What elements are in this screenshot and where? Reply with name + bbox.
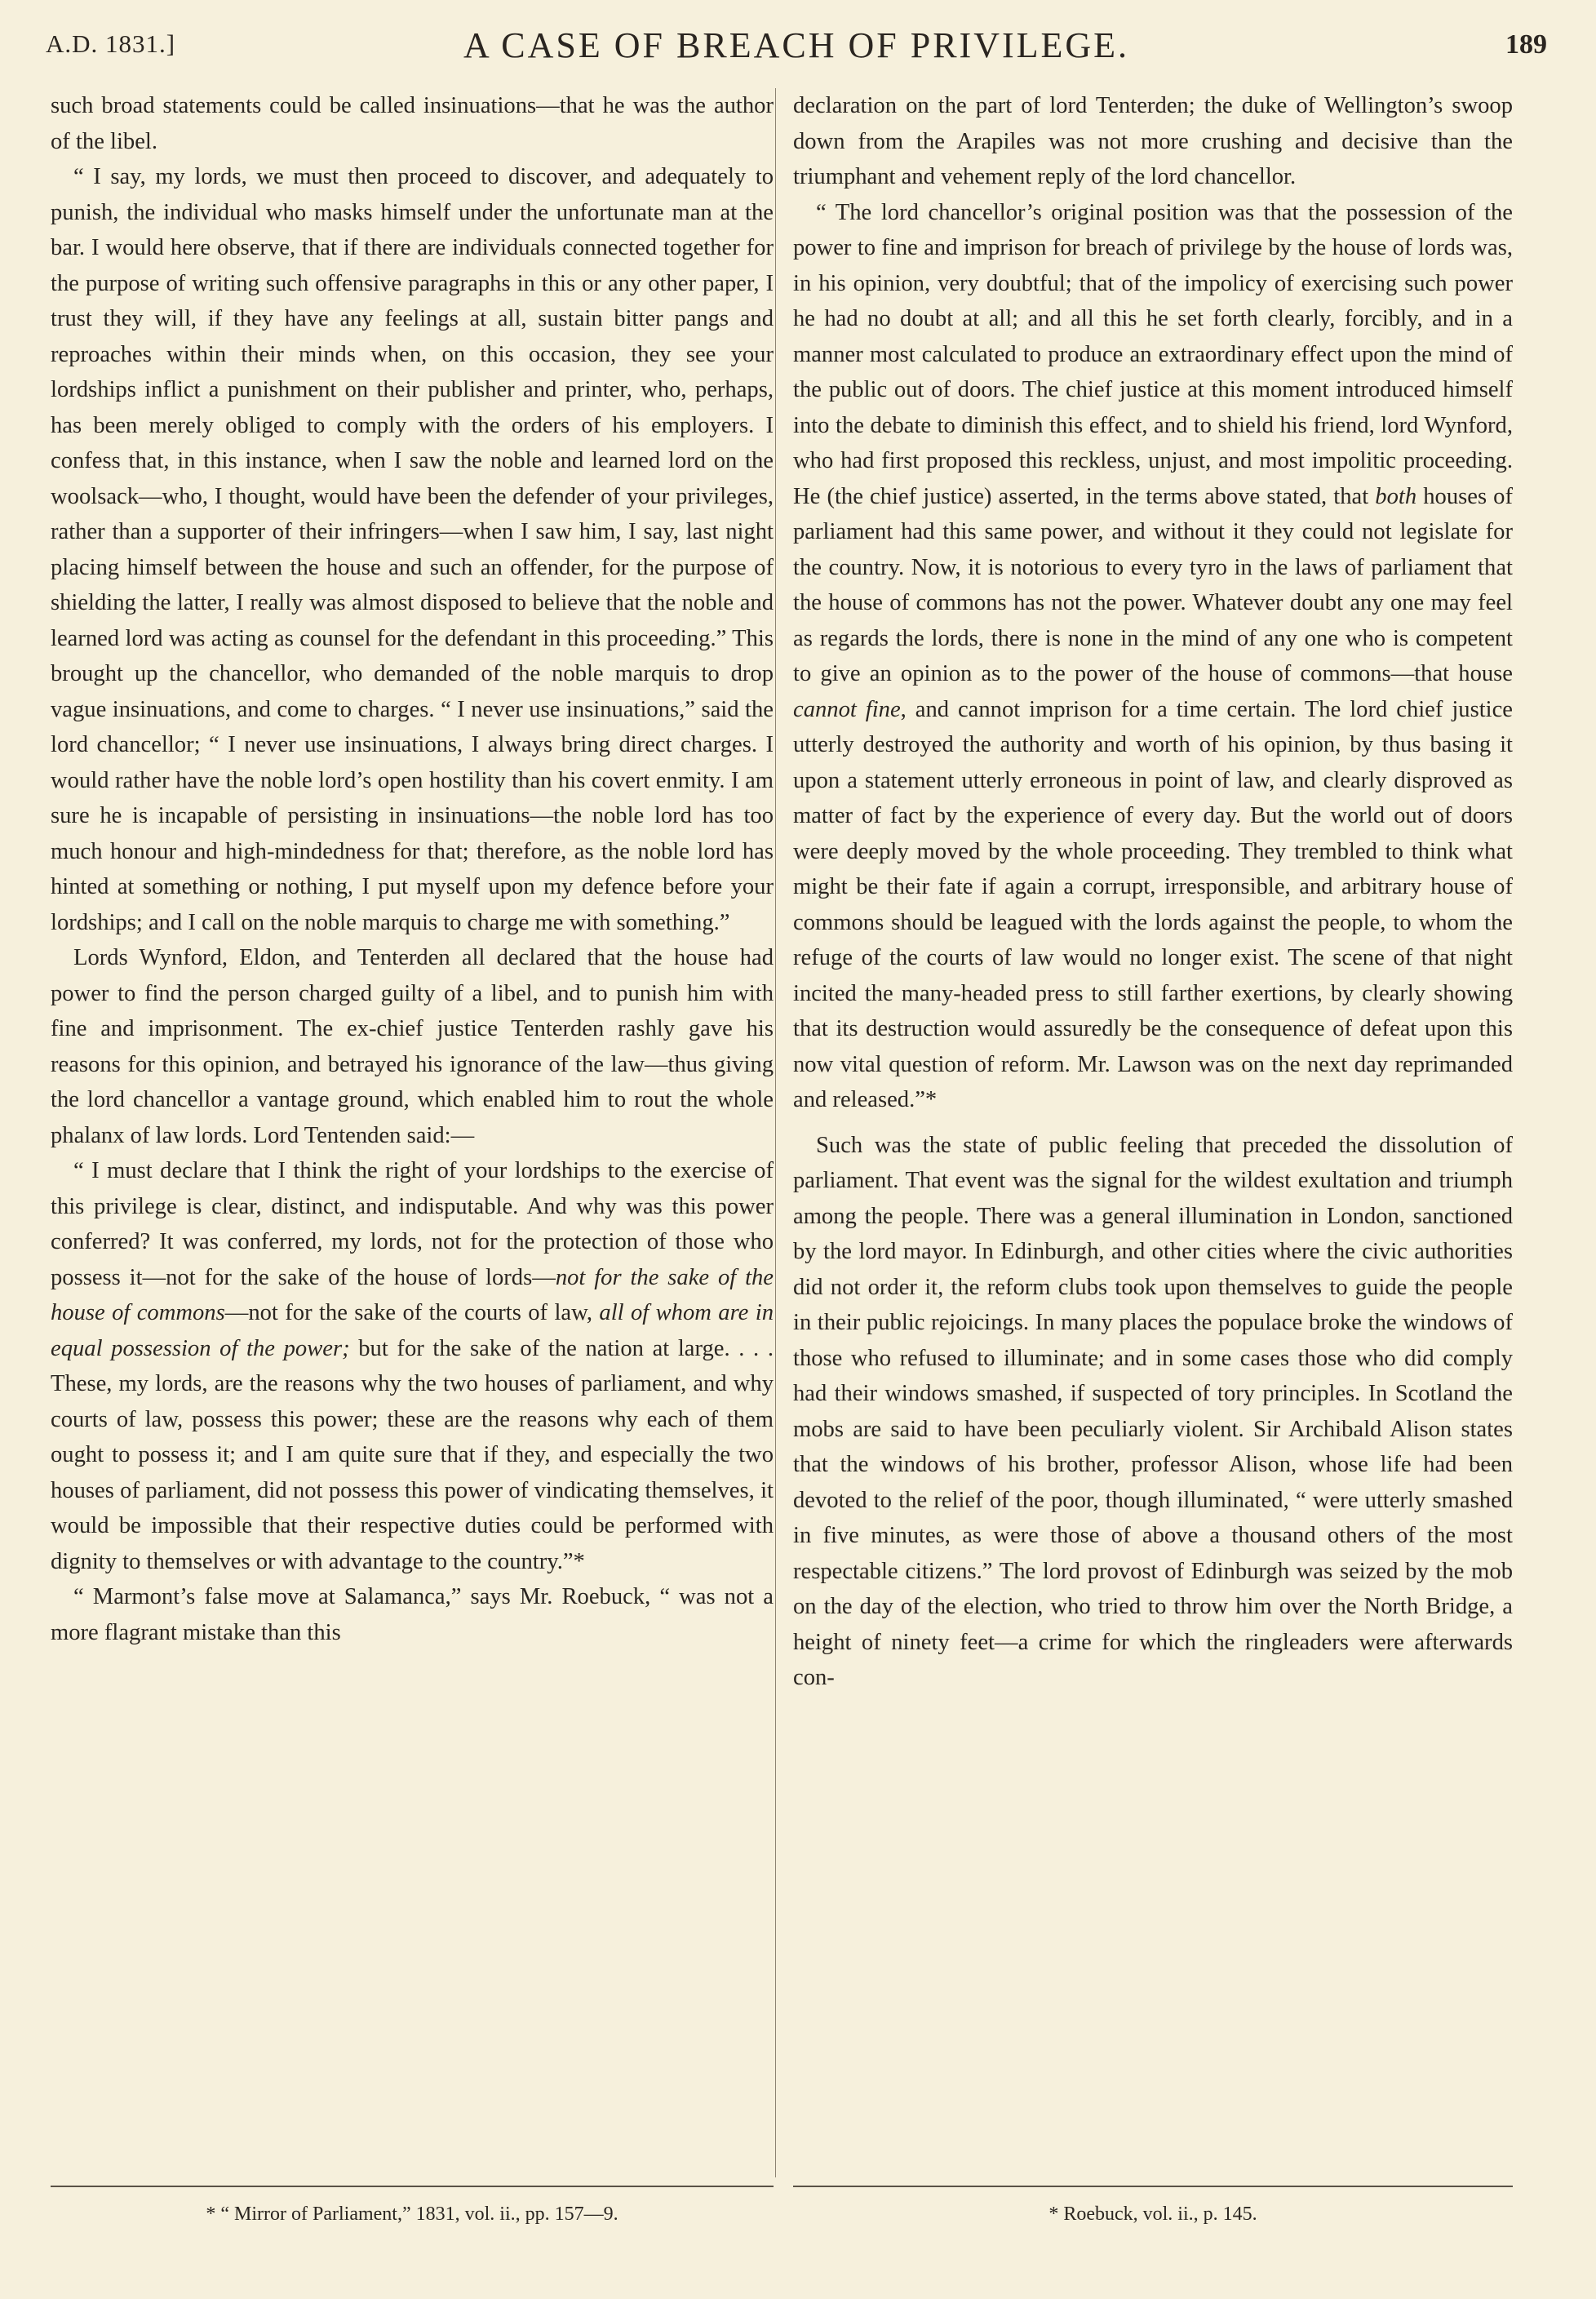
italic-text: not for the sake of the house of commons (51, 1264, 774, 1325)
paragraph: Such was the state of public feeling that preceded the dissolution of parliament. That event was the signal for the wildest exultation and triumph among the people. There was a general illumination in London, sanctioned by the lord mayor. In Edinburgh, and other cities where the civic authorities did not order it, the reform clubs took upon themselves to guide the people in their public rejoicings. In many places the populace broke the windows of those who refused to illuminate; and in some cases those who did comply had their windows smashed, if suspected of tory principles. In Scotland the mobs are said to have been peculiarly violent. Sir Archibald Alison states that the windows of his brother, professor Alison, whose life had been devoted to the relief of the poor, though illuminated, “ were utterly smashed in five minutes, as were those of above a thousand others of the most respectable citizens.” The lord provost of Edinburgh was seized by the mob on the day of the election, who tried to throw him over the North Bridge, a height of ninety feet—a crime for which the ringleaders were afterwards con- (793, 1132, 1513, 1690)
column-divider (775, 88, 776, 2177)
footnote-right: * Roebuck, vol. ii., p. 145. (1048, 2204, 1257, 2225)
paragraph-text: but for the sake of the nation at large. . . . These, my lords, are the reasons why the two houses of parliament, and why courts of law, possess this power; these are the reasons why each of them ought to possess it; and I am quite sure that if they, and especially the two houses of parliament, did not possess this power of vindicating themselves, it would be impossible that their respective duties could be performed with dignity to themselves or with advantage to the country.”* (51, 1335, 774, 1574)
paragraph: “ I say, my lords, we must then proceed to discover, and adequately to punish, the individual who masks himself under the unfortunate man at the bar. I would here observe, that if there are individuals connected together for the purpose of writing such offensive paragraphs in this or any other paper, I trust they will, if they have any feelings at all, sustain bitter pangs and reproaches within their minds when, on this occasion, they see your lordships inflict a punishment on their publisher and printer, who, perhaps, has been merely obliged to comply with the orders of his employers. I confess that, in this instance, when I saw the noble and learned lord on the woolsack—who, I thought, would have been the defender of your privileges, rather than a supporter of their infringers—when I saw him, I say, last night placing himself between the house and such an offender, for the purpose of shielding the latter, I really was almost disposed to believe that the noble and learned lord was acting as counsel for the defendant in this proceeding.” This brought up the chancellor, who demanded of the noble marquis to drop vague insinuations, and come to charges. “ I never use insinuations,” said the lord chancellor; “ I never use insinuations, I always bring direct charges. I would rather have the noble lord’s open hostility than his covert enmity. I am sure he is incapable of persisting in insinuations—the noble lord has too much honour and high-mindedness for that; therefore, as the noble lord has hinted at something or nothing, I put myself upon my defence before your lordships; and I call on the noble marquis to charge me with something.” (51, 164, 774, 935)
paragraph-text: , and cannot imprison for a time certain. The lord chief justice utterly destroyed the authority and worth of his opinion, by thus basing it upon a statement utterly erroneous in point of law, and clearly disproved as matter of fact by the experience of every day. But the world out of doors were deeply moved by the whole proceeding. They trembled to think what might be their fate if again a corrupt, irresponsible, and arbitrary house of commons should be leagued with the lords against the people, to whom the refuge of the courts of law would no longer exist. The scene of that night incited the many-headed press to still farther exertions, by clearly showing that its destruction would assuredly be the consequence of defeat upon this now vital question of reform. Mr. Lawson was on the next day reprimanded and released.”* (793, 696, 1513, 1112)
left-column (51, 88, 774, 1650)
paragraph-text: “ The lord chancellor’s original position was that the possession of the power to fine and imprison for breach of privilege by the house of lords was, in his opinion, very doubtful; that of the impolicy of exercising such power he had no doubt at all; and all this he set forth clearly, forcibly, and in a manner most calculated to produce an extraordinary effect upon the mind of the public out of doors. The chief justice at this moment introduced himself into the debate to diminish this effect, and to shield his friend, lord Wynford, who had first proposed this reckless, unjust, and most impolitic proceeding. He (the chief justice) asserted, in the terms above stated, that (793, 199, 1513, 509)
footnote-rule (51, 2186, 774, 2187)
paragraph: declaration on the part of lord Tenterden; the duke of Wellington’s swoop down from the Arapiles was not more crushing and decisive than the triumphant and vehement reply of the lord chancellor. (793, 93, 1513, 189)
italic-text: both (1375, 483, 1417, 509)
footnote-rule (793, 2186, 1513, 2187)
header-title: A CASE OF BREACH OF PRIVILEGE. (463, 25, 1130, 65)
footnote-left: * “ Mirror of Parliament,” 1831, vol. ii., pp. 157—9. (206, 2204, 618, 2225)
paragraph-text: —not for the sake of the courts of law, (224, 1300, 600, 1325)
paragraph (51, 1153, 774, 1579)
italic-text: cannot fine (793, 696, 901, 722)
paragraph: “ Marmont’s false move at Salamanca,” says Mr. Roebuck, “ was not a more flagrant mistake than this (51, 1584, 774, 1645)
page-number: 189 (1505, 29, 1547, 60)
right-column (793, 88, 1513, 1696)
paragraph: such broad statements could be called insinuations—that he was the author of the libel. (51, 93, 774, 154)
paragraph-text: “ I must declare that I think the right of your lordships to the exercise of this privilege is clear, distinct, and indisputable. And why was this power conferred? It was conferred, my lords, not for the protection of those who possess it—not for the sake of the house of lords— (51, 1158, 774, 1290)
header-date: A.D. 1831.] (46, 29, 176, 58)
paragraph-text: houses of parliament had this same power, and without it they could not legislate for the country. Now, it is notorious to every tyro in the laws of parliament that the house of commons has not the power. Whatever doubt any one may feel as regards the lords, there is none in the mind of any one who is competent to give an opinion as to the power of the house of commons—that house (793, 483, 1514, 686)
paragraph: Lords Wynford, Eldon, and Tenterden all declared that the house had power to find the person charged guilty of a libel, and to punish him with fine and imprisonment. The ex-chief justice Tenterden rashly gave his reasons for this opinion, and betrayed his ignorance of the law—thus giving the lord chancellor a vantage ground, which enabled him to rout the whole phalanx of law lords. Lord Tentenden said:— (51, 945, 774, 1148)
paragraph (793, 195, 1513, 1118)
italic-text: all of whom are in equal possession of the power; (51, 1300, 774, 1361)
running-header (46, 24, 1547, 73)
